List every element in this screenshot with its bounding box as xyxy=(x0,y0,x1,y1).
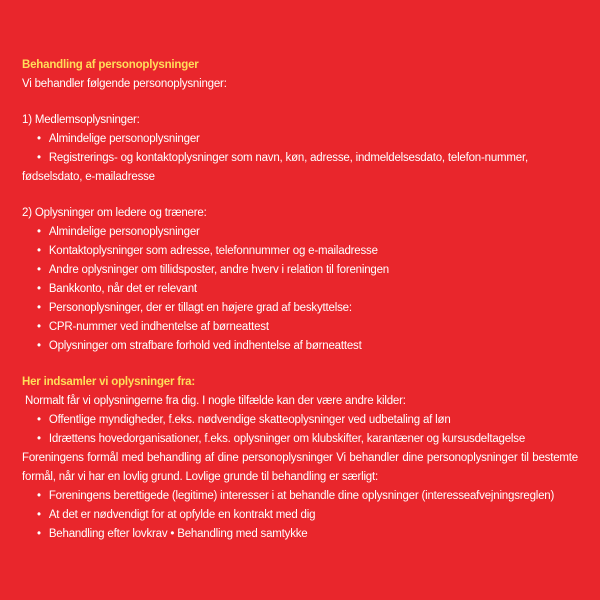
bullet-icon: • xyxy=(37,433,41,445)
purpose-paragraph: Foreningens formål med behandling af dine personoplysninger Vi behandler dine personoplysninger til bestemte formål, når vi har en lovlig grund. Lovlige grunde til behandling er særligt: xyxy=(22,452,578,483)
bullet-icon: • xyxy=(37,226,41,238)
bullet-icon: • xyxy=(37,264,41,276)
list-item-text: Kontaktoplysninger som adresse, telefonnummer og e-mailadresse xyxy=(48,245,378,257)
list-item xyxy=(22,149,578,187)
list-item xyxy=(22,261,578,280)
intro-line: Vi behandler følgende personoplysninger: xyxy=(22,78,227,90)
list-item-text: Bankkonto, når det er relevant xyxy=(48,283,197,295)
list-item xyxy=(22,280,578,299)
bullet-icon: • xyxy=(37,509,41,521)
list-item xyxy=(22,411,578,430)
sources-intro: Normalt får vi oplysningerne fra dig. I nogle tilfælde kan der være andre kilder: xyxy=(25,395,406,407)
list-item xyxy=(22,337,578,356)
list-item xyxy=(22,430,578,449)
list-item xyxy=(22,318,578,337)
bullet-icon: • xyxy=(37,302,41,314)
bullet-icon: • xyxy=(37,490,41,502)
sources-heading: Her indsamler vi oplysninger fra: xyxy=(22,376,195,388)
list-item-text: Almindelige personoplysninger xyxy=(48,226,200,238)
list-item-text: Offentlige myndigheder, f.eks. nødvendige skatteoplysninger ved udbetaling af løn xyxy=(48,414,451,426)
section-1-heading: 1) Medlemsoplysninger: xyxy=(22,114,140,126)
list-item xyxy=(22,525,578,544)
section-2-heading: 2) Oplysninger om ledere og trænere: xyxy=(22,207,207,219)
list-item xyxy=(22,242,578,261)
bullet-icon: • xyxy=(37,133,41,145)
bullet-icon: • xyxy=(37,283,41,295)
list-item xyxy=(22,223,578,242)
list-item xyxy=(22,130,578,149)
list-item xyxy=(22,506,578,525)
bullet-icon: • xyxy=(37,152,41,164)
bullet-icon: • xyxy=(37,340,41,352)
list-item-text: Foreningens berettigede (legitime) interesser i at behandle dine oplysninger (interesseafvejningsreglen) xyxy=(48,490,555,502)
list-item-text: Personoplysninger, der er tillagt en højere grad af beskyttelse: xyxy=(48,302,352,314)
list-item xyxy=(22,487,578,506)
list-item-text: Almindelige personoplysninger xyxy=(48,133,200,145)
bullet-icon: • xyxy=(37,245,41,257)
list-item-text: Registrerings- og kontaktoplysninger som navn, køn, adresse, indmeldelsesdato, telefon-nummer, fødselsdato, e-mailadresse xyxy=(22,152,528,183)
bullet-icon: • xyxy=(37,414,41,426)
list-item-text: CPR-nummer ved indhentelse af børneattest xyxy=(48,321,269,333)
document-title: Behandling af personoplysninger xyxy=(22,59,199,71)
list-item-text: Behandling efter lovkrav • Behandling med samtykke xyxy=(48,528,308,540)
bullet-icon: • xyxy=(37,528,41,540)
bullet-icon: • xyxy=(37,321,41,333)
list-item-text: Andre oplysninger om tillidsposter, andre hverv i relation til foreningen xyxy=(48,264,390,276)
list-item xyxy=(22,299,578,318)
list-item-text: Oplysninger om strafbare forhold ved indhentelse af børneattest xyxy=(48,340,362,352)
list-item-text: Idrættens hovedorganisationer, f.eks. oplysninger om klubskifter, karantæner og kursusdeltagelse xyxy=(48,433,526,445)
list-item-text: At det er nødvendigt for at opfylde en kontrakt med dig xyxy=(48,509,316,521)
